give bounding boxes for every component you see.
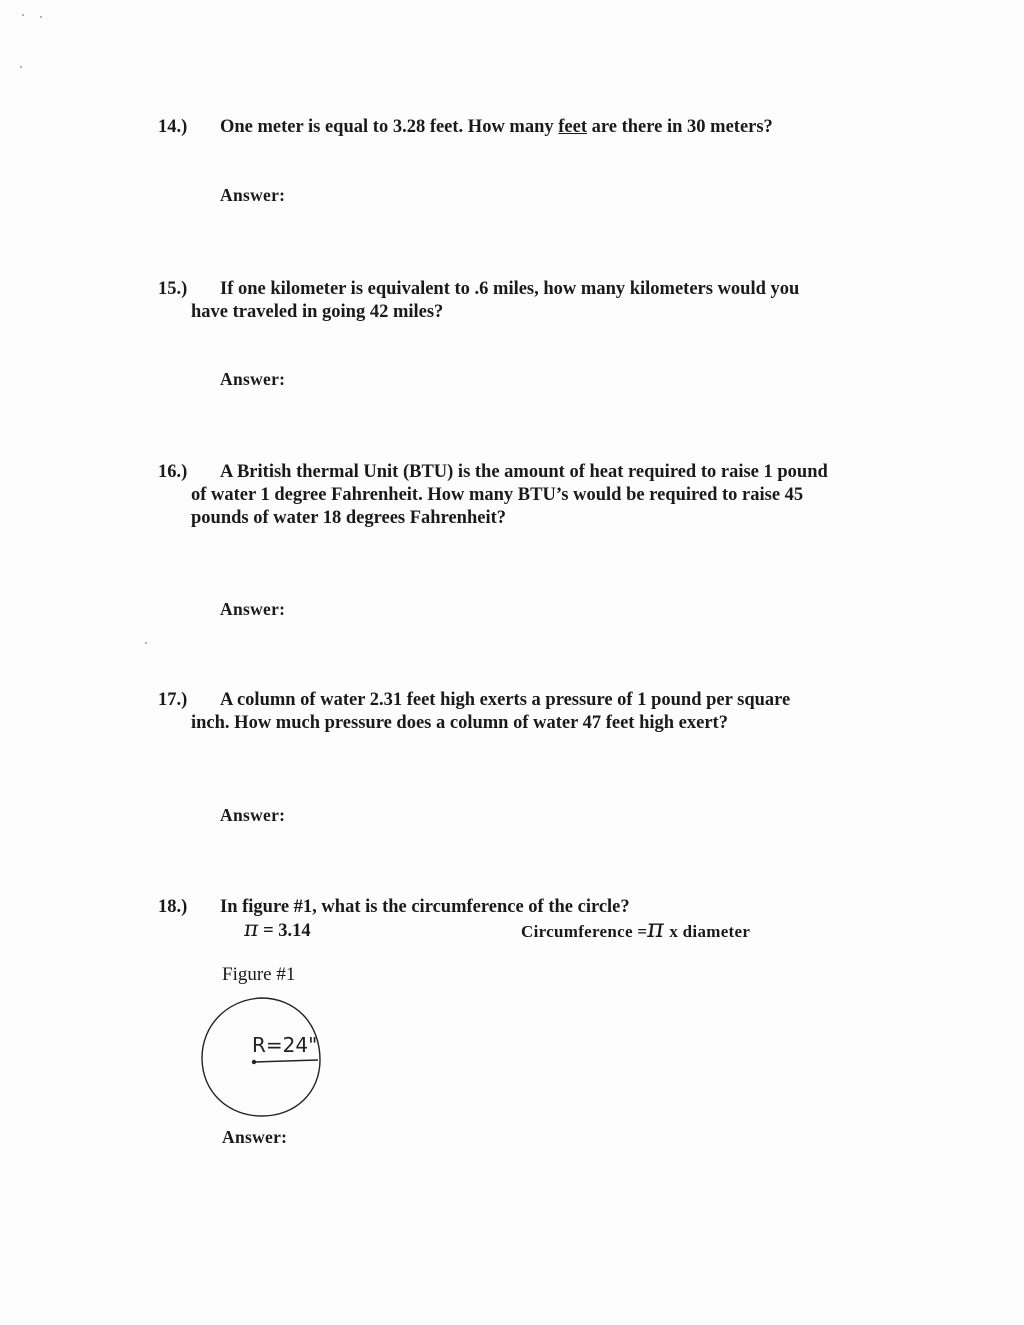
q16-answer-label: Answer:	[220, 599, 286, 619]
q15-number: 15.)	[158, 279, 188, 299]
center-point	[252, 1060, 256, 1064]
q16-line-2: of water 1 degree Fahrenheit. How many BTU’s would be required to raise 45	[191, 485, 804, 505]
scan-speck	[145, 642, 147, 644]
circle-figure	[196, 992, 326, 1122]
scan-speck	[22, 14, 24, 16]
q14-text-underlined: feet	[558, 117, 588, 137]
radius-label: R=24"	[252, 1033, 318, 1057]
q18-number: 18.)	[158, 897, 188, 917]
radius-line	[254, 1060, 318, 1062]
circumference-formula	[521, 914, 751, 944]
figure-label: Figure #1	[222, 964, 296, 985]
pi-value: = 3.14	[263, 921, 311, 941]
formula-right: x diameter	[669, 922, 751, 941]
q15-line-2: have traveled in going 42 miles?	[191, 302, 444, 322]
q16-number: 16.)	[158, 462, 188, 482]
q16-line-3: pounds of water 18 degrees Fahrenheit?	[191, 508, 507, 528]
q18-answer-label: Answer:	[222, 1127, 288, 1147]
q16-line-1: A British thermal Unit (BTU) is the amount of heat required to raise 1 pound	[220, 462, 828, 482]
scan-speck	[40, 16, 42, 18]
q14-number: 14.)	[158, 117, 188, 137]
q17-line-2: inch. How much pressure does a column of water 47 feet high exert?	[191, 713, 728, 733]
q17-number: 17.)	[158, 690, 188, 710]
pi-icon: π	[645, 914, 667, 944]
circle-outline	[202, 998, 320, 1116]
q14-text	[220, 116, 773, 139]
pi-icon: π	[242, 917, 261, 942]
q14-text-before: One meter is equal to 3.28 feet. How many	[220, 117, 559, 137]
pi-equation	[244, 918, 311, 943]
q14-text-after: are there in 30 meters?	[587, 117, 773, 137]
formula-left: Circumference =	[521, 922, 648, 941]
q17-answer-label: Answer:	[220, 805, 286, 825]
q17-line-1: A column of water 2.31 feet high exerts a pressure of 1 pound per square	[220, 690, 791, 710]
q15-answer-label: Answer:	[220, 369, 286, 389]
q18-text: In figure #1, what is the circumference of the circle?	[220, 897, 630, 917]
scan-speck	[20, 66, 22, 68]
q14-answer-label: Answer:	[220, 185, 286, 205]
q15-line-1: If one kilometer is equivalent to .6 miles, how many kilometers would you	[220, 279, 800, 299]
